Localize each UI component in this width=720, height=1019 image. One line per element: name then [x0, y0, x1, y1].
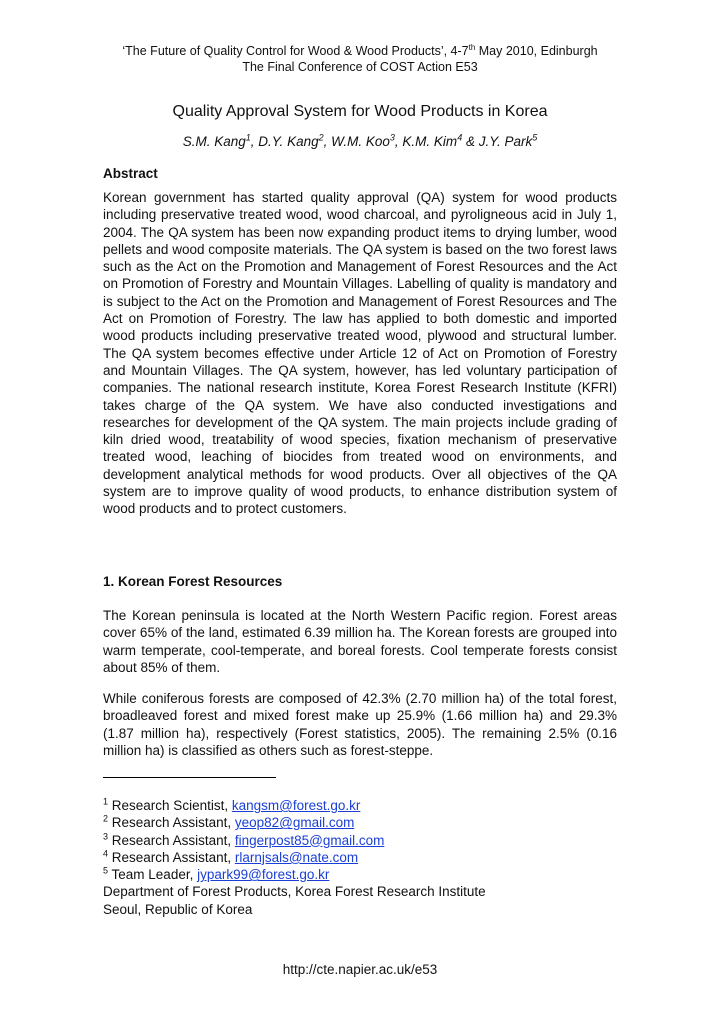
header-line-1: ‘The Future of Quality Control for Wood & Wood Products’, 4-7th May 2010, Edinburgh — [122, 43, 598, 59]
footnote-item: $^1$ Research Scientist, kangsm@forest.go.kr — [103, 796, 361, 813]
footnotes — [103, 797, 623, 918]
author: D.Y. Kang$^2$, — [258, 132, 332, 149]
abstract-text: Korean government has started quality approval (QA) system for wood products including preservative treated wood, wood charcoal, and pyroligneous acid in July 1, 2004. The QA system has been now expanding product items to drying lumber, wood pellets and wood composite materials. The QA system is based on the two forest laws such as the Act on the Promotion and Management of Forest Resources and the Act on Promotion of Forestry and Mountain Villages. Labelling of quality is mandatory and is subject to the Act on the Promotion and Management of Forest Resources and The Act on Promotion of Forestry. The law has applied to both domestic and imported wood products including preservative treated wood, plywood and structural lumber. The QA system becomes effective under Article 12 of Act on Promotion of Forestry and Mountain Villages. The QA system, however, has led voluntary participation of companies. The national research institute, Korea Forest Research Institute (KFRI) takes charge of the QA system. We have also conducted investigations and researches for development of the QA system. The main projects include grading of kiln dried wood, treatability of wood species, fixation mechanism of preservative treated wood, leaching of biocides from treated wood on environments, and development analytical methods for wood products. Over all objectives of the QA system are to improve quality of wood products, to enhance distribution system of wood products and to protect customers. — [103, 190, 617, 517]
section-1-heading: 1. Korean Forest Resources — [103, 574, 283, 589]
email-link[interactable]: jypark99@forest.go.kr — [197, 867, 330, 883]
author: J.Y. Park$^5$ — [478, 132, 538, 149]
conference-header — [0, 40, 720, 75]
footer-url[interactable]: http://cte.napier.ac.uk/e53 — [282, 962, 438, 977]
author: K.M. Kim$^4$ & — [402, 132, 479, 149]
footnote-divider — [103, 777, 276, 778]
footnote-item: $^5$ Team Leader, jypark99@forest.go.kr — [103, 865, 330, 883]
paper-title: Quality Approval System for Wood Products in Korea — [172, 103, 548, 120]
email-link[interactable]: fingerpost85@gmail.com — [234, 832, 385, 848]
footnote-item: $^3$ Research Assistant, fingerpost85@gmail.com — [103, 831, 385, 848]
author: W.M. Koo$^3$, — [331, 132, 403, 149]
author: S.M. Kang$^1$, — [182, 132, 259, 149]
email-link[interactable]: rlarnjsals@nate.com — [234, 849, 359, 865]
section-1-paragraph-1: The Korean peninsula is located at the North Western Pacific region. Forest areas cover 65% of the land, estimated 6.39 million ha. The Korean forests are grouped into warm temperate, cool-temperate, and boreal forests. Cool temperate forests consist about 85% of them. — [103, 608, 617, 675]
email-link[interactable]: yeop82@gmail.com — [234, 815, 355, 831]
footnote-item: $^4$ Research Assistant, rlarnjsals@nate.com — [103, 848, 359, 865]
abstract-heading: Abstract — [103, 166, 158, 181]
affiliation-department: Department of Forest Products, Korea Forest Research Institute — [103, 884, 486, 900]
affiliation-location: Seoul, Republic of Korea — [103, 901, 253, 917]
section-1-paragraph-2: While coniferous forests are composed of 42.3% (2.70 million ha) of the total forest, broadleaved forest and mixed forest make up 25.9% (1.66 million ha) and 29.3% (1.87 million ha), respectively (Forest statistics, 2005). The remaining 2.5% (0.16 million ha) is classified as others such as forest-steppe. — [103, 691, 617, 758]
email-link[interactable]: kangsm@forest.go.kr — [231, 798, 361, 813]
footnote-item: $^2$ Research Assistant, yeop82@gmail.com — [103, 813, 355, 831]
author-list — [0, 134, 720, 149]
header-line-2: The Final Conference of COST Action E53 — [242, 60, 478, 75]
